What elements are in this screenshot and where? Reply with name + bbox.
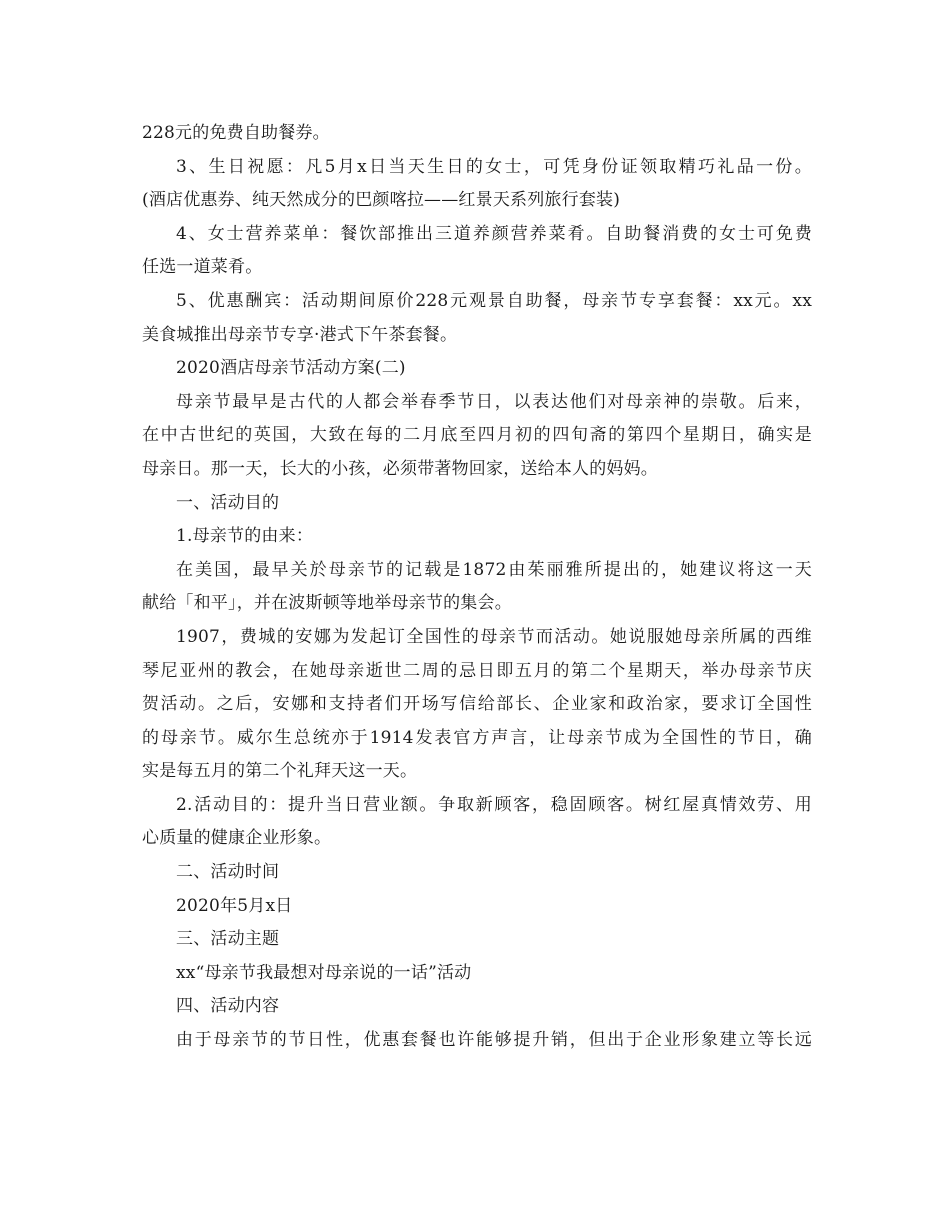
text-line: (酒店优惠券、纯天然成分的巴颜喀拉——红景天系列旅行套装) bbox=[142, 190, 621, 211]
text-line: 4、女士营养菜单：餐饮部推出三道养颜营养菜肴。自助餐消费的女士可免费 bbox=[176, 223, 812, 244]
document-body bbox=[142, 117, 812, 1058]
text-line: 母亲节最早是古代的人都会举春季节日，以表达他们对母亲神的崇敬。后来， bbox=[176, 391, 812, 412]
text-line: xx“母亲节我最想对母亲说的一话”活动 bbox=[176, 962, 472, 983]
text-line: 5、优惠酬宾：活动期间原价228元观景自助餐，母亲节专享套餐：xx元。xx bbox=[176, 290, 812, 311]
text-line: 献给「和平」，并在波斯顿等地举母亲节的集会。 bbox=[142, 593, 512, 614]
text-line: 2020年5月x日 bbox=[176, 895, 293, 916]
text-line: 三、活动主题 bbox=[176, 929, 280, 950]
text-line: 2020酒店母亲节活动方案(二) bbox=[176, 358, 406, 379]
text-line: 在中古世纪的英国，大致在每的二月底至四月初的四旬斋的第四个星期日，确实是 bbox=[142, 425, 812, 446]
text-line: 美食城推出母亲节专享·港式下午茶套餐。 bbox=[142, 324, 458, 345]
text-line: 任选一道菜肴。 bbox=[142, 257, 263, 278]
text-line: 的母亲节。威尔生总统亦于1914发表官方声言，让母亲节成为全国性的节日，确 bbox=[142, 727, 812, 748]
text-line: 由于母亲节的节日性，优惠套餐也许能够提升销，但出于企业形象建立等长远 bbox=[176, 1030, 812, 1051]
text-line: 母亲日。那一天，长大的小孩，必须带著物回家，送给本人的妈妈。 bbox=[142, 458, 658, 479]
text-line: 贺活动。之后，安娜和支持者们开场写信给部长、企业家和政治家，要求订全国性 bbox=[142, 694, 812, 715]
text-line: 228元的免费自助餐券。 bbox=[142, 123, 330, 143]
text-line: 实是每五月的第二个礼拜天这一天。 bbox=[142, 761, 418, 782]
text-line: 琴尼亚州的教会，在她母亲逝世二周的忌日即五月的第二个星期天，举办母亲节庆 bbox=[142, 660, 812, 681]
text-line: 心质量的健康企业形象。 bbox=[142, 828, 332, 849]
text-line: 二、活动时间 bbox=[176, 862, 280, 883]
text-line: 2.活动目的：提升当日营业额。争取新顾客，稳固顾客。树红屋真情效劳、用 bbox=[176, 794, 812, 815]
text-line: 3、生日祝愿：凡5月x日当天生日的女士，可凭身份证领取精巧礼品一份。 bbox=[176, 156, 812, 177]
text-line: 一、活动目的 bbox=[176, 492, 280, 513]
text-line: 1907，费城的安娜为发起订全国性的母亲节而活动。她说服她母亲所属的西维 bbox=[176, 626, 812, 647]
text-line: 在美国，最早关於母亲节的记载是1872由茱丽雅所提出的，她建议将这一天 bbox=[176, 559, 812, 580]
text-line: 1.母亲节的由来： bbox=[176, 526, 314, 547]
text-line: 四、活动内容 bbox=[176, 996, 280, 1017]
